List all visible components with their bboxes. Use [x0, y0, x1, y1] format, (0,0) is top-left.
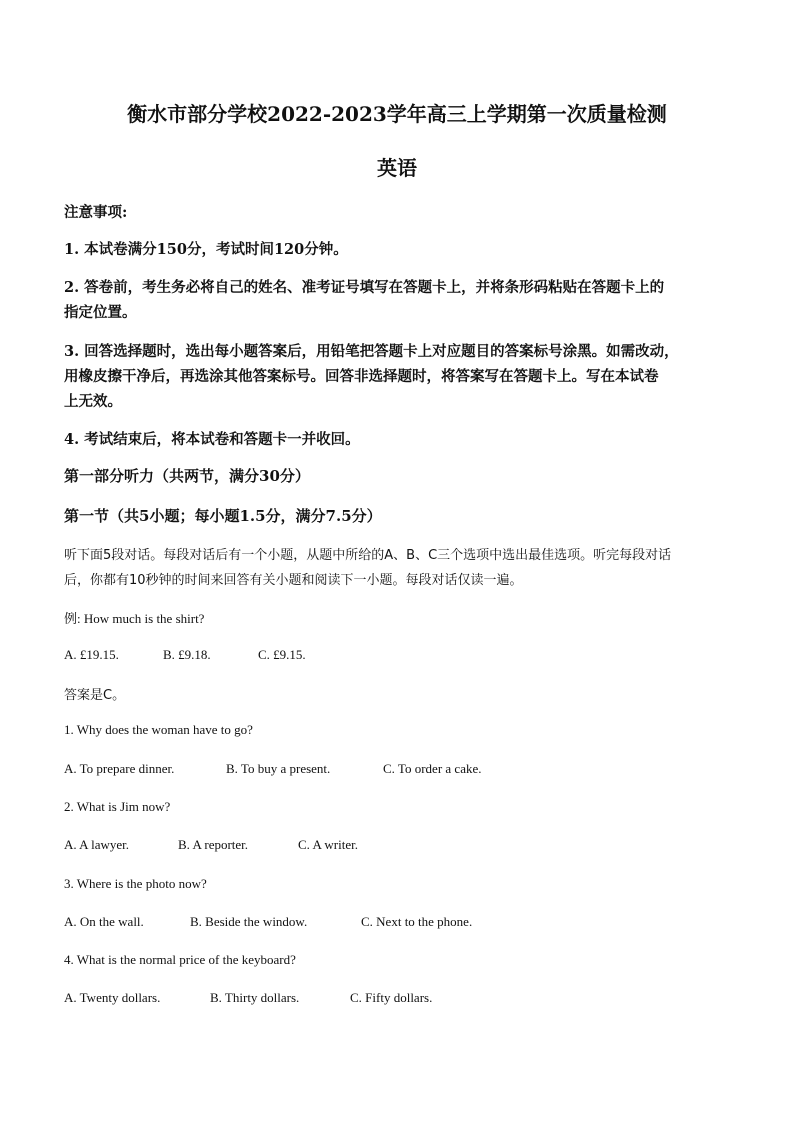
question-4-stem: 4. What is the normal price of the keyboard? [64, 952, 296, 967]
subject-title: 英语 [377, 156, 417, 180]
note-item-3-line-3: 上无效。 [64, 393, 122, 410]
note-item-4: 4. 考试结束后，将本试卷和答题卡一并收回。 [64, 431, 360, 448]
note-item-1: 1. 本试卷满分150分，考试时间120分钟。 [64, 241, 348, 258]
example-answer: 答案是C。 [64, 688, 126, 703]
question-2-option-c: C. A writer. [298, 837, 358, 852]
question-1-stem: 1. Why does the woman have to go? [64, 722, 253, 737]
question-1-option-c: C. To order a cake. [383, 761, 482, 776]
note-item-3-line-1: 3. 回答选择题时，选出每小题答案后，用铅笔把答题卡上对应题目的答案标号涂黑。如需改动， [64, 343, 679, 360]
question-2-option-a: A. A lawyer. [64, 837, 129, 852]
note-item-2-line-1: 2. 答卷前，考生务必将自己的姓名、准考证号填写在答题卡上，并将条形码粘贴在答题卡上的 [64, 279, 665, 296]
section1-heading: 第一节（共5小题；每小题1.5分，满分7.5分） [64, 507, 382, 525]
example-option-b: B. £9.18. [163, 647, 211, 662]
question-3-option-b: B. Beside the window. [190, 914, 308, 929]
question-2-option-b: B. A reporter. [178, 837, 249, 852]
note-item-2-line-2: 指定位置。 [64, 304, 137, 321]
exam-title: 衡水市部分学校2022-2023学年高三上学期第一次质量检测 [127, 102, 667, 126]
instructions-line-1: 听下面5段对话。每段对话后有一个小题，从题中所给的A、B、C三个选项中选出最佳选项。听完每段对话 [64, 548, 672, 563]
question-4-option-b: B. Thirty dollars. [210, 990, 300, 1005]
example-option-a: A. £19.15. [64, 647, 119, 662]
notes-heading: 注意事项: [64, 204, 128, 221]
note-item-3-line-2: 用橡皮擦干净后，再选涂其他答案标号。回答非选择题时，将答案写在答题卡上。写在本试卷 [64, 368, 659, 385]
example-question: 例: How much is the shirt? [64, 611, 205, 626]
question-4-option-c: C. Fifty dollars. [350, 990, 433, 1005]
question-3-stem: 3. Where is the photo now? [64, 876, 207, 891]
example-option-c: C. £9.15. [258, 647, 306, 662]
question-2-stem: 2. What is Jim now? [64, 799, 171, 814]
question-4-option-a: A. Twenty dollars. [64, 990, 161, 1005]
question-1-option-b: B. To buy a present. [226, 761, 331, 776]
question-3-option-c: C. Next to the phone. [361, 914, 473, 929]
instructions-line-2: 后，你都有10秒钟的时间来回答有关小题和阅读下一小题。每段对话仅读一遍。 [64, 573, 523, 588]
question-1-option-a: A. To prepare dinner. [64, 761, 175, 776]
part1-heading: 第一部分听力（共两节，满分30分） [64, 467, 310, 485]
question-3-option-a: A. On the wall. [64, 914, 144, 929]
